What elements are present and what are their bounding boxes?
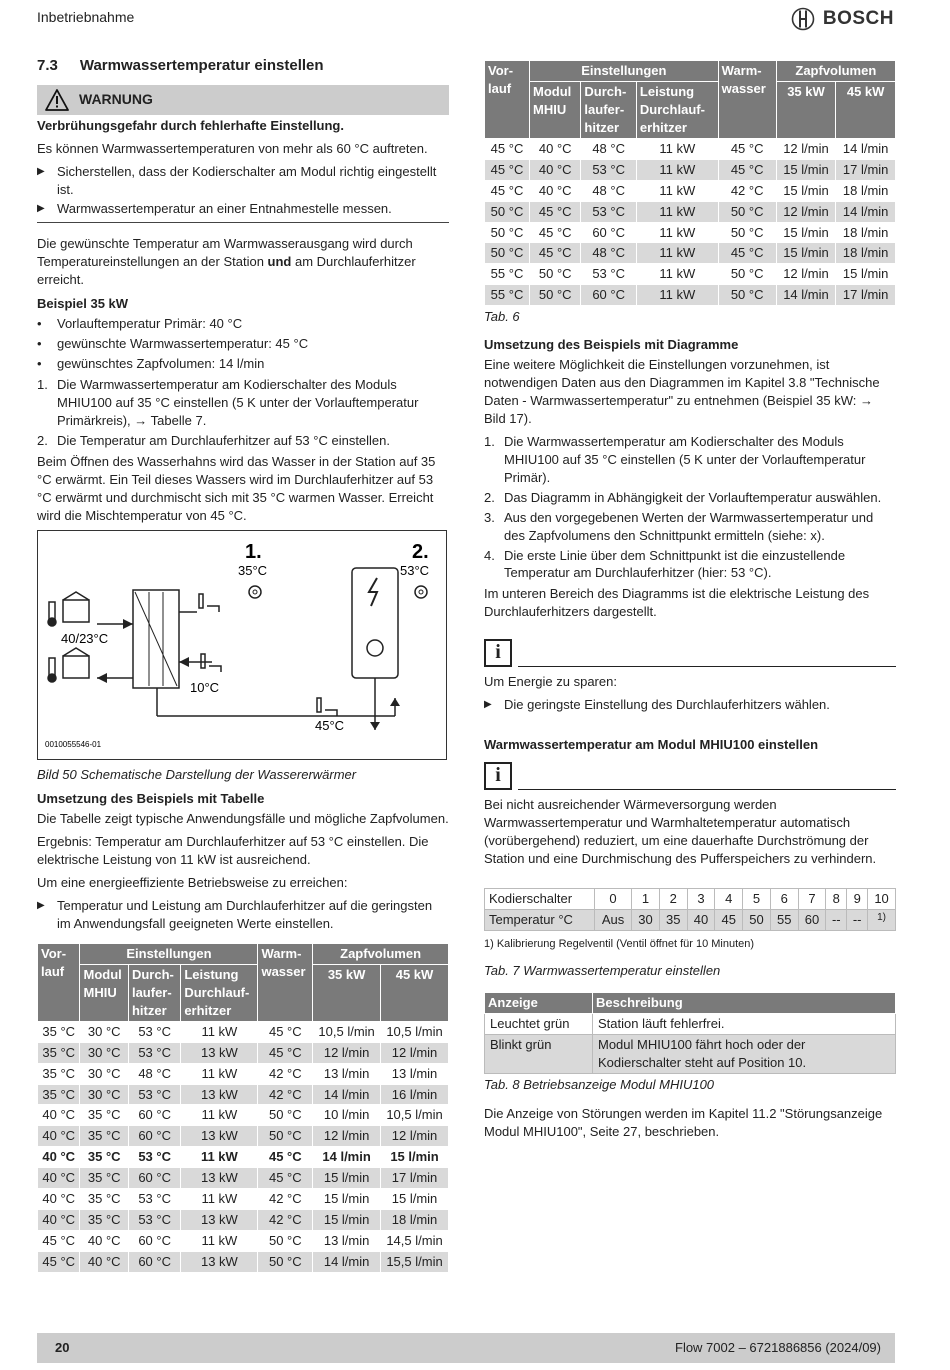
table-cell: 50 °C bbox=[485, 222, 530, 243]
table-cell: 53 °C bbox=[128, 1084, 180, 1105]
table-cell: 6 bbox=[770, 888, 798, 909]
page-footer bbox=[37, 1333, 895, 1363]
table-cell: 7 bbox=[798, 888, 826, 909]
diagram-method-title: Umsetzung des Beispiels mit Diagramme bbox=[484, 337, 739, 353]
table-cell: 15 l/min bbox=[836, 264, 896, 285]
table-cell: 14 l/min bbox=[836, 138, 896, 159]
table-cell: 60 °C bbox=[581, 222, 637, 243]
table-cell: 30 °C bbox=[80, 1084, 128, 1105]
table-cell: 40 °C bbox=[38, 1126, 80, 1147]
table-row bbox=[38, 1210, 449, 1231]
diagram-label-2: 2. bbox=[412, 541, 429, 564]
warning-label: WARNUNG bbox=[79, 91, 153, 108]
table-row bbox=[485, 1034, 896, 1073]
table-row bbox=[485, 180, 896, 201]
table-cell: 35 °C bbox=[38, 1042, 80, 1063]
table-row bbox=[38, 1252, 449, 1273]
table-cell: 45 °C bbox=[38, 1252, 80, 1273]
table-cell: 11 kW bbox=[181, 1147, 258, 1168]
table-cell: 10 l/min bbox=[313, 1105, 381, 1126]
table-method-title: Umsetzung des Beispiels mit Tabelle bbox=[37, 791, 265, 807]
list-item: • Vorlauftemperatur Primär: 40 °C bbox=[37, 316, 243, 332]
table-cell: 42 °C bbox=[258, 1084, 313, 1105]
section-title: Warmwassertemperatur einstellen bbox=[79, 57, 324, 74]
table-cell: -- bbox=[847, 909, 868, 930]
primary-temp: 40/23°C bbox=[61, 631, 109, 647]
table-row bbox=[485, 888, 896, 909]
table-cell: 60 bbox=[798, 909, 826, 930]
table-cell: 55 °C bbox=[485, 285, 530, 306]
tab7-footnote: 1) Kalibrierung Regelventil (Ventil öffnet für 10 Minuten) bbox=[484, 937, 755, 950]
table-cell: 13 kW bbox=[181, 1168, 258, 1189]
warning-lead: Verbrühungsgefahr durch fehlerhafte Einstellung. bbox=[37, 117, 344, 133]
table-cell: 53 °C bbox=[581, 264, 637, 285]
list-item: 2. Das Diagramm in Abhängigkeit der Vorlauftemperatur auswählen. bbox=[484, 489, 882, 505]
table-cell: 10 bbox=[868, 888, 896, 909]
table-row bbox=[38, 1084, 449, 1105]
table-cell: 40 °C bbox=[530, 159, 581, 180]
table-cell: 17 l/min bbox=[836, 159, 896, 180]
table-cell: 45 °C bbox=[485, 180, 530, 201]
result-text: Ergebnis: Temperatur am Durchlauferhitzer auf 53 °C einstellen. Die elektrische Leistung von 11 kW ist ausreichend. bbox=[37, 834, 429, 868]
tab6-caption: Tab. 6 bbox=[484, 309, 520, 325]
table-cell: 13 kW bbox=[181, 1042, 258, 1063]
table-cell: 53 °C bbox=[581, 201, 637, 222]
table-cell: 35 °C bbox=[80, 1168, 128, 1189]
section-number: 7.3 bbox=[37, 57, 58, 74]
mhiu-title: Warmwassertemperatur am Modul MHIU100 einstellen bbox=[484, 737, 819, 753]
table-cell: 50 °C bbox=[718, 222, 776, 243]
table-cell: 14 l/min bbox=[776, 285, 836, 306]
table-cell: 50 °C bbox=[530, 285, 581, 306]
mixed-temp: 45°C bbox=[315, 718, 345, 734]
tab6-right-table: Vor- lauf Einstellungen Warm- wasser Zapfvolumen Modul MHIU Durch- laufer- hitzer Leistung Durchlauf- erhitzer 35 kW 45 kW 45 °C 40 °C 48 °C 11 kW 45 °C 12 l/min 14 l/min 45 °C 40 °C 53 °C 11 kW 45 °C 15 l/min 17 l/min 45 °C 40 °C 48 °C 11 kW 42 °C 15 l/min 18 l/min 50 °C 45 °C 53 °C 11 kW 50 °C 12 l/min 14 l/min 50 °C 45 °C 60 °C 11 kW 50 °C 15 l/min 18 l/min 50 °C 45 °C 48 °C 11 kW 45 °C 15 l/min 18 l/min 55 °C 50 °C 53 °C 11 kW 50 °C 12 l/min 15 l/min 55 °C 50 °C 60 °C 11 kW 50 °C 14 l/min 17 l/min bbox=[484, 60, 896, 306]
table-cell: 45 °C bbox=[258, 1042, 313, 1063]
table-cell: 53 °C bbox=[128, 1147, 180, 1168]
table-cell: 13 kW bbox=[181, 1084, 258, 1105]
table-cell: 40 °C bbox=[38, 1105, 80, 1126]
tab7-caption: Tab. 7 Warmwassertemperatur einstellen bbox=[484, 962, 721, 978]
table-cell: 45 bbox=[715, 909, 743, 930]
table-cell: 13 kW bbox=[181, 1126, 258, 1147]
table-cell: 60 °C bbox=[128, 1231, 180, 1252]
table-cell: 45 °C bbox=[258, 1021, 313, 1042]
info-block-energy bbox=[484, 639, 896, 667]
header-section-title: Inbetriebnahme bbox=[37, 9, 135, 25]
table-cell: 11 kW bbox=[636, 180, 718, 201]
table-row bbox=[38, 1063, 449, 1084]
table-cell: 35 °C bbox=[80, 1147, 128, 1168]
table-cell: 40 °C bbox=[38, 1210, 80, 1231]
table-cell: 12 l/min bbox=[776, 138, 836, 159]
table-cell: 53 °C bbox=[128, 1021, 180, 1042]
diagram-temp-1: 35°C bbox=[238, 563, 268, 579]
closing-text: Die Anzeige von Störungen werden im Kapitel 11.2 "Störungsanzeige Modul MHIU100", Seite 27, beschrieben. bbox=[484, 1106, 883, 1140]
table-cell: 35 bbox=[659, 909, 687, 930]
table-cell: 53 °C bbox=[128, 1189, 180, 1210]
table-cell: 60 °C bbox=[128, 1168, 180, 1189]
table-cell: 8 bbox=[826, 888, 847, 909]
table-cell: 40 °C bbox=[38, 1189, 80, 1210]
tab7-table bbox=[484, 888, 896, 931]
table-cell: 30 °C bbox=[80, 1021, 128, 1042]
table-cell: 18 l/min bbox=[836, 180, 896, 201]
table-cell: 50 °C bbox=[258, 1105, 313, 1126]
list-item: ▶ Sicherstellen, dass der Kodierschalter am Modul richtig eingestellt ist. bbox=[37, 163, 437, 197]
table-row bbox=[485, 909, 896, 930]
table-row bbox=[485, 159, 896, 180]
table-cell: 48 °C bbox=[581, 243, 637, 264]
table-cell: 40 °C bbox=[38, 1147, 80, 1168]
diagram-steps bbox=[484, 433, 896, 583]
table-row bbox=[38, 1042, 449, 1063]
table-row bbox=[38, 1105, 449, 1126]
table-cell: 17 l/min bbox=[836, 285, 896, 306]
table-row bbox=[38, 1126, 449, 1147]
table-row bbox=[38, 1021, 449, 1042]
table-cell: 40 °C bbox=[530, 138, 581, 159]
table-cell: 50 °C bbox=[718, 285, 776, 306]
table-cell: 2 bbox=[659, 888, 687, 909]
table-cell: 42 °C bbox=[258, 1063, 313, 1084]
table-cell: 11 kW bbox=[636, 285, 718, 306]
section-heading bbox=[37, 56, 449, 77]
instant-heater bbox=[352, 568, 398, 678]
table-cell: 35 °C bbox=[80, 1210, 128, 1231]
info-block-mhiu bbox=[484, 762, 896, 790]
table-cell: 53 °C bbox=[128, 1210, 180, 1231]
table-row bbox=[485, 243, 896, 264]
bosch-emblem-icon bbox=[791, 7, 815, 31]
table-row bbox=[38, 1231, 449, 1252]
table-cell: 45 °C bbox=[485, 159, 530, 180]
list-item: 1. Die Warmwassertemperatur am Kodierschalter des Moduls MHIU100 auf 35 °C einstellen (5 K unter der Vorlauftemperatur Primär). bbox=[484, 433, 866, 485]
table-cell: 14 l/min bbox=[313, 1252, 381, 1273]
table-cell: 42 °C bbox=[718, 180, 776, 201]
table-cell: 35 °C bbox=[38, 1084, 80, 1105]
table-cell: 60 °C bbox=[128, 1126, 180, 1147]
table-row bbox=[485, 222, 896, 243]
diagram-intro: Eine weitere Möglichkeit die Einstellungen vorzunehmen, ist notwendigen Daten aus den Diagrammen im Kapitel 3.8 "Technische Daten - Warmwassertemperatur" zu entnehmen (Beispiel 35 kW: → Bild 17). bbox=[484, 357, 880, 426]
warning-steps bbox=[37, 163, 449, 219]
table-cell: 17 l/min bbox=[381, 1168, 449, 1189]
table-cell: 45 °C bbox=[530, 243, 581, 264]
tab6-left-table: Vor- lauf Einstellungen Warm- wasser Zapfvolumen Modul MHIU Durch- laufer- hitzer Leistung Durchlauf- erhitzer 35 kW 45 kW 35 °C 30 °C 53 °C 11 kW 45 °C 10,5 l/min 10,5 l/min 35 °C 30 °C 53 °C 13 kW 45 °C 12 l/min 12 l/min 35 °C 30 °C 48 °C 11 kW 42 °C 13 l/min 13 l/min 35 °C 30 °C 53 °C 13 kW 42 °C 14 l/min 16 l/min 40 °C 35 °C 60 °C 11 kW 50 °C 10 l/min 10,5 l/min 40 °C 35 °C 60 °C 13 kW 50 °C 12 l/min 12 l/min 40 °C 35 °C 53 °C 11 kW 45 °C 14 l/min 15 l/min 40 °C 35 °C 60 °C 13 kW 45 °C 15 l/min 17 l/min 40 °C 35 °C 53 °C 11 kW 42 °C 15 l/min 15 l/min 40 °C 35 °C 53 °C 13 kW 42 °C 15 l/min 18 l/min 45 °C 40 °C 60 °C 11 kW 50 °C 13 l/min 14,5 l/min 45 °C 40 °C 60 °C 13 kW 50 °C 14 l/min 15,5 l/min bbox=[37, 943, 449, 1273]
warning-text: Es können Warmwassertemperaturen von mehr als 60 °C auftreten. bbox=[37, 140, 428, 156]
document-id: Flow 7002 – 6721886856 (2024/09) bbox=[675, 1340, 881, 1356]
tab8-table: Anzeige Beschreibung Leuchtet grün Station läuft fehlerfrei. Blinkt grün Modul MHIU100 fährt hoch oder der Kodierschalter steht auf Position 10. bbox=[484, 992, 896, 1074]
example-title: Beispiel 35 kW bbox=[37, 296, 129, 312]
table-cell: 50 °C bbox=[485, 243, 530, 264]
table-cell: Kodierschalter bbox=[485, 888, 595, 909]
table-cell: 60 °C bbox=[128, 1105, 180, 1126]
intro-paragraph: Die gewünschte Temperatur am Warmwasserausgang wird durch Temperatureinstellungen an der Station und am Durchlauferhitzer erreicht. bbox=[37, 236, 416, 288]
warning-triangle-icon bbox=[45, 89, 69, 111]
table-cell: 45 °C bbox=[718, 138, 776, 159]
table-cell: 45 °C bbox=[718, 243, 776, 264]
table-cell: 18 l/min bbox=[836, 243, 896, 264]
efficient-steps bbox=[37, 897, 449, 933]
table-cell: 50 °C bbox=[258, 1252, 313, 1273]
table-cell: 1) bbox=[868, 909, 896, 930]
energy-intro: Um Energie zu sparen: bbox=[484, 674, 617, 690]
table-cell: Blinkt grün bbox=[485, 1034, 593, 1073]
table-cell: 48 °C bbox=[128, 1063, 180, 1084]
list-item: 4. Die erste Linie über dem Schnittpunkt ist die einzustellende Temperatur am Durchlauferhitzer (hier: 53 °C). bbox=[484, 547, 846, 581]
table-cell: -- bbox=[826, 909, 847, 930]
table-cell: 15,5 l/min bbox=[381, 1252, 449, 1273]
table-cell: 15 l/min bbox=[313, 1168, 381, 1189]
table-cell: 13 kW bbox=[181, 1252, 258, 1273]
diagram-temp-2: 53°C bbox=[400, 563, 430, 579]
table-cell: 42 °C bbox=[258, 1189, 313, 1210]
table-cell: 15 l/min bbox=[776, 222, 836, 243]
table-cell: 15 l/min bbox=[381, 1189, 449, 1210]
table-cell: 11 kW bbox=[181, 1105, 258, 1126]
table-cell: 15 l/min bbox=[313, 1210, 381, 1231]
list-item: ▶ Die geringste Einstellung des Durchlauferhitzers wählen. bbox=[484, 697, 830, 713]
diagram-label-1: 1. bbox=[245, 541, 262, 564]
diagram-id: 0010055546-01 bbox=[45, 740, 102, 750]
table-cell: 11 kW bbox=[636, 243, 718, 264]
water-heater-diagram bbox=[37, 530, 449, 762]
table-cell: 48 °C bbox=[581, 138, 637, 159]
table-cell: 4 bbox=[715, 888, 743, 909]
table-cell: Modul MHIU100 fährt hoch oder der Kodierschalter steht auf Position 10. bbox=[593, 1034, 896, 1073]
table-cell: 15 l/min bbox=[313, 1189, 381, 1210]
table-cell: 55 bbox=[770, 909, 798, 930]
table-cell: 12 l/min bbox=[776, 201, 836, 222]
table-cell: 13 kW bbox=[181, 1210, 258, 1231]
table-cell: 30 bbox=[632, 909, 660, 930]
example-list bbox=[37, 315, 449, 373]
mhiu-info: Bei nicht ausreichender Wärmeversorgung werden Warmwassertemperatur und Warmhaltetemperatur automatisch (vorübergehend) reduziert, um eine dauerhafte Durchströmung der Station und eine Durchmischung des Pufferspeichers zu verhindern. bbox=[484, 797, 877, 866]
table-cell: Leuchtet grün bbox=[485, 1013, 593, 1034]
table-cell: 45 °C bbox=[38, 1231, 80, 1252]
table-row bbox=[485, 201, 896, 222]
table-cell: 3 bbox=[687, 888, 715, 909]
info-icon: i bbox=[484, 762, 512, 790]
table-cell: 13 l/min bbox=[313, 1231, 381, 1252]
table-cell: 30 °C bbox=[80, 1063, 128, 1084]
tab8-caption: Tab. 8 Betriebsanzeige Modul MHIU100 bbox=[484, 1076, 715, 1092]
bosch-logo bbox=[791, 6, 894, 32]
table-cell: Aus bbox=[594, 909, 631, 930]
divider bbox=[37, 222, 449, 223]
table-cell: 50 °C bbox=[258, 1126, 313, 1147]
bosch-wordmark: BOSCH bbox=[822, 8, 894, 29]
page-number: 20 bbox=[55, 1340, 70, 1356]
table-cell: 30 °C bbox=[80, 1042, 128, 1063]
cold-temp: 10°C bbox=[190, 680, 220, 696]
table-cell: 11 kW bbox=[636, 201, 718, 222]
table-cell: 12 l/min bbox=[313, 1042, 381, 1063]
list-item: ▶ Warmwassertemperatur an einer Entnahmestelle messen. bbox=[37, 201, 392, 217]
table-cell: 5 bbox=[743, 888, 771, 909]
table-cell: 13 l/min bbox=[313, 1063, 381, 1084]
right-column bbox=[484, 60, 896, 1146]
table-cell: 16 l/min bbox=[381, 1084, 449, 1105]
efficient-intro: Um eine energieeffiziente Betriebsweise zu erreichen: bbox=[37, 875, 348, 891]
diagram-after: Im unteren Bereich des Diagramms ist die elektrische Leistung des Durchlauferhitzers dargestellt. bbox=[484, 586, 870, 620]
table-cell: 10,5 l/min bbox=[381, 1105, 449, 1126]
table-cell: 11 kW bbox=[181, 1021, 258, 1042]
table-cell: 15 l/min bbox=[776, 180, 836, 201]
table-row bbox=[485, 264, 896, 285]
table-cell: 18 l/min bbox=[381, 1210, 449, 1231]
table-cell: 50 °C bbox=[718, 264, 776, 285]
example-after: Beim Öffnen des Wasserhahns wird das Wasser in der Station auf 35 °C erwärmt. Ein Teil dieses Wassers wird im Durchlauferhitzer auf 53 °C erwärmt und durchmischt sich mit 35 °C warmen Wasser. Erreicht wird die Mischtemperatur von 45 °C. bbox=[37, 453, 436, 523]
table-cell: 35 °C bbox=[80, 1126, 128, 1147]
table-cell: 45 °C bbox=[530, 201, 581, 222]
table-cell: 11 kW bbox=[636, 264, 718, 285]
table-cell: 10,5 l/min bbox=[381, 1021, 449, 1042]
table-row bbox=[485, 1013, 896, 1034]
table-cell: 40 °C bbox=[80, 1252, 128, 1273]
table-cell: 14,5 l/min bbox=[381, 1231, 449, 1252]
table-cell: 45 °C bbox=[258, 1168, 313, 1189]
table-cell: 55 °C bbox=[485, 264, 530, 285]
table-row bbox=[485, 138, 896, 159]
figure-caption: Bild 50 Schematische Darstellung der Wassererwärmer bbox=[37, 767, 357, 783]
table-cell: 53 °C bbox=[581, 159, 637, 180]
table-cell: 12 l/min bbox=[776, 264, 836, 285]
table-cell: 12 l/min bbox=[381, 1126, 449, 1147]
table-cell: 12 l/min bbox=[313, 1126, 381, 1147]
list-item: ▶ Temperatur und Leistung am Durchlauferhitzer auf die geringsten im Anwendungsfall geeigneten Werte einstellen. bbox=[37, 898, 433, 931]
table-cell: 45 °C bbox=[530, 222, 581, 243]
table-cell: 1 bbox=[632, 888, 660, 909]
table-cell: 11 kW bbox=[636, 159, 718, 180]
example-steps bbox=[37, 376, 449, 450]
table-row bbox=[485, 285, 896, 306]
list-item: 1. Die Warmwassertemperatur am Kodierschalter des Moduls MHIU100 auf 35 °C einstellen (5 K unter der Vorlauftemperatur Primärkreis), → Tabelle 7. bbox=[37, 376, 419, 428]
table-cell: 45 °C bbox=[485, 138, 530, 159]
table-cell: 15 l/min bbox=[776, 243, 836, 264]
table-cell: 53 °C bbox=[128, 1042, 180, 1063]
table-cell: 14 l/min bbox=[836, 201, 896, 222]
list-item: 2. Die Temperatur am Durchlauferhitzer auf 53 °C einstellen. bbox=[37, 432, 391, 448]
table-cell: 11 kW bbox=[181, 1063, 258, 1084]
table-cell: 15 l/min bbox=[776, 159, 836, 180]
table-row bbox=[38, 1189, 449, 1210]
table-cell: 40 bbox=[687, 909, 715, 930]
table-row bbox=[38, 1168, 449, 1189]
table-cell: 50 bbox=[743, 909, 771, 930]
table-cell: 15 l/min bbox=[381, 1147, 449, 1168]
table-cell: 14 l/min bbox=[313, 1084, 381, 1105]
list-item: • gewünschtes Zapfvolumen: 14 l/min bbox=[37, 356, 265, 371]
table-cell: 12 l/min bbox=[381, 1042, 449, 1063]
list-item: 3. Aus den vorgegebenen Werten der Warmwassertemperatur und des Zapfvolumens den Schnittpunkt ermitteln (siehe: x). bbox=[484, 509, 874, 543]
table-cell: 40 °C bbox=[38, 1168, 80, 1189]
info-icon: i bbox=[484, 639, 512, 667]
table-cell: 10,5 l/min bbox=[313, 1021, 381, 1042]
table-cell: 50 °C bbox=[530, 264, 581, 285]
warning-banner bbox=[37, 85, 449, 115]
table-cell: 42 °C bbox=[258, 1210, 313, 1231]
table-cell: 60 °C bbox=[128, 1252, 180, 1273]
table-cell: 11 kW bbox=[636, 138, 718, 159]
table-cell: 11 kW bbox=[181, 1231, 258, 1252]
table-cell: 50 °C bbox=[718, 201, 776, 222]
table-cell: 14 l/min bbox=[313, 1147, 381, 1168]
table-cell: 13 l/min bbox=[381, 1063, 449, 1084]
table-cell: 9 bbox=[847, 888, 868, 909]
table-cell: 35 °C bbox=[38, 1063, 80, 1084]
table-cell: 35 °C bbox=[80, 1105, 128, 1126]
table-cell: Temperatur °C bbox=[485, 909, 595, 930]
table-cell: 35 °C bbox=[38, 1021, 80, 1042]
table-cell: 11 kW bbox=[636, 222, 718, 243]
table-cell: 0 bbox=[594, 888, 631, 909]
table-cell: 45 °C bbox=[258, 1147, 313, 1168]
table-cell: Station läuft fehlerfrei. bbox=[593, 1013, 896, 1034]
table-cell: 45 °C bbox=[718, 159, 776, 180]
table-cell: 18 l/min bbox=[836, 222, 896, 243]
table-cell: 60 °C bbox=[581, 285, 637, 306]
table-cell: 11 kW bbox=[181, 1189, 258, 1210]
table-row bbox=[38, 1147, 449, 1168]
table-cell: 50 °C bbox=[258, 1231, 313, 1252]
table-cell: 50 °C bbox=[485, 201, 530, 222]
list-item: • gewünschte Warmwassertemperatur: 45 °C bbox=[37, 336, 309, 352]
table-cell: 48 °C bbox=[581, 180, 637, 201]
energy-steps bbox=[484, 696, 896, 714]
table-cell: 40 °C bbox=[80, 1231, 128, 1252]
table-intro: Die Tabelle zeigt typische Anwendungsfälle und mögliche Zapfvolumen. bbox=[37, 811, 449, 827]
table-cell: 40 °C bbox=[530, 180, 581, 201]
table-cell: 35 °C bbox=[80, 1189, 128, 1210]
left-column bbox=[37, 56, 449, 1273]
